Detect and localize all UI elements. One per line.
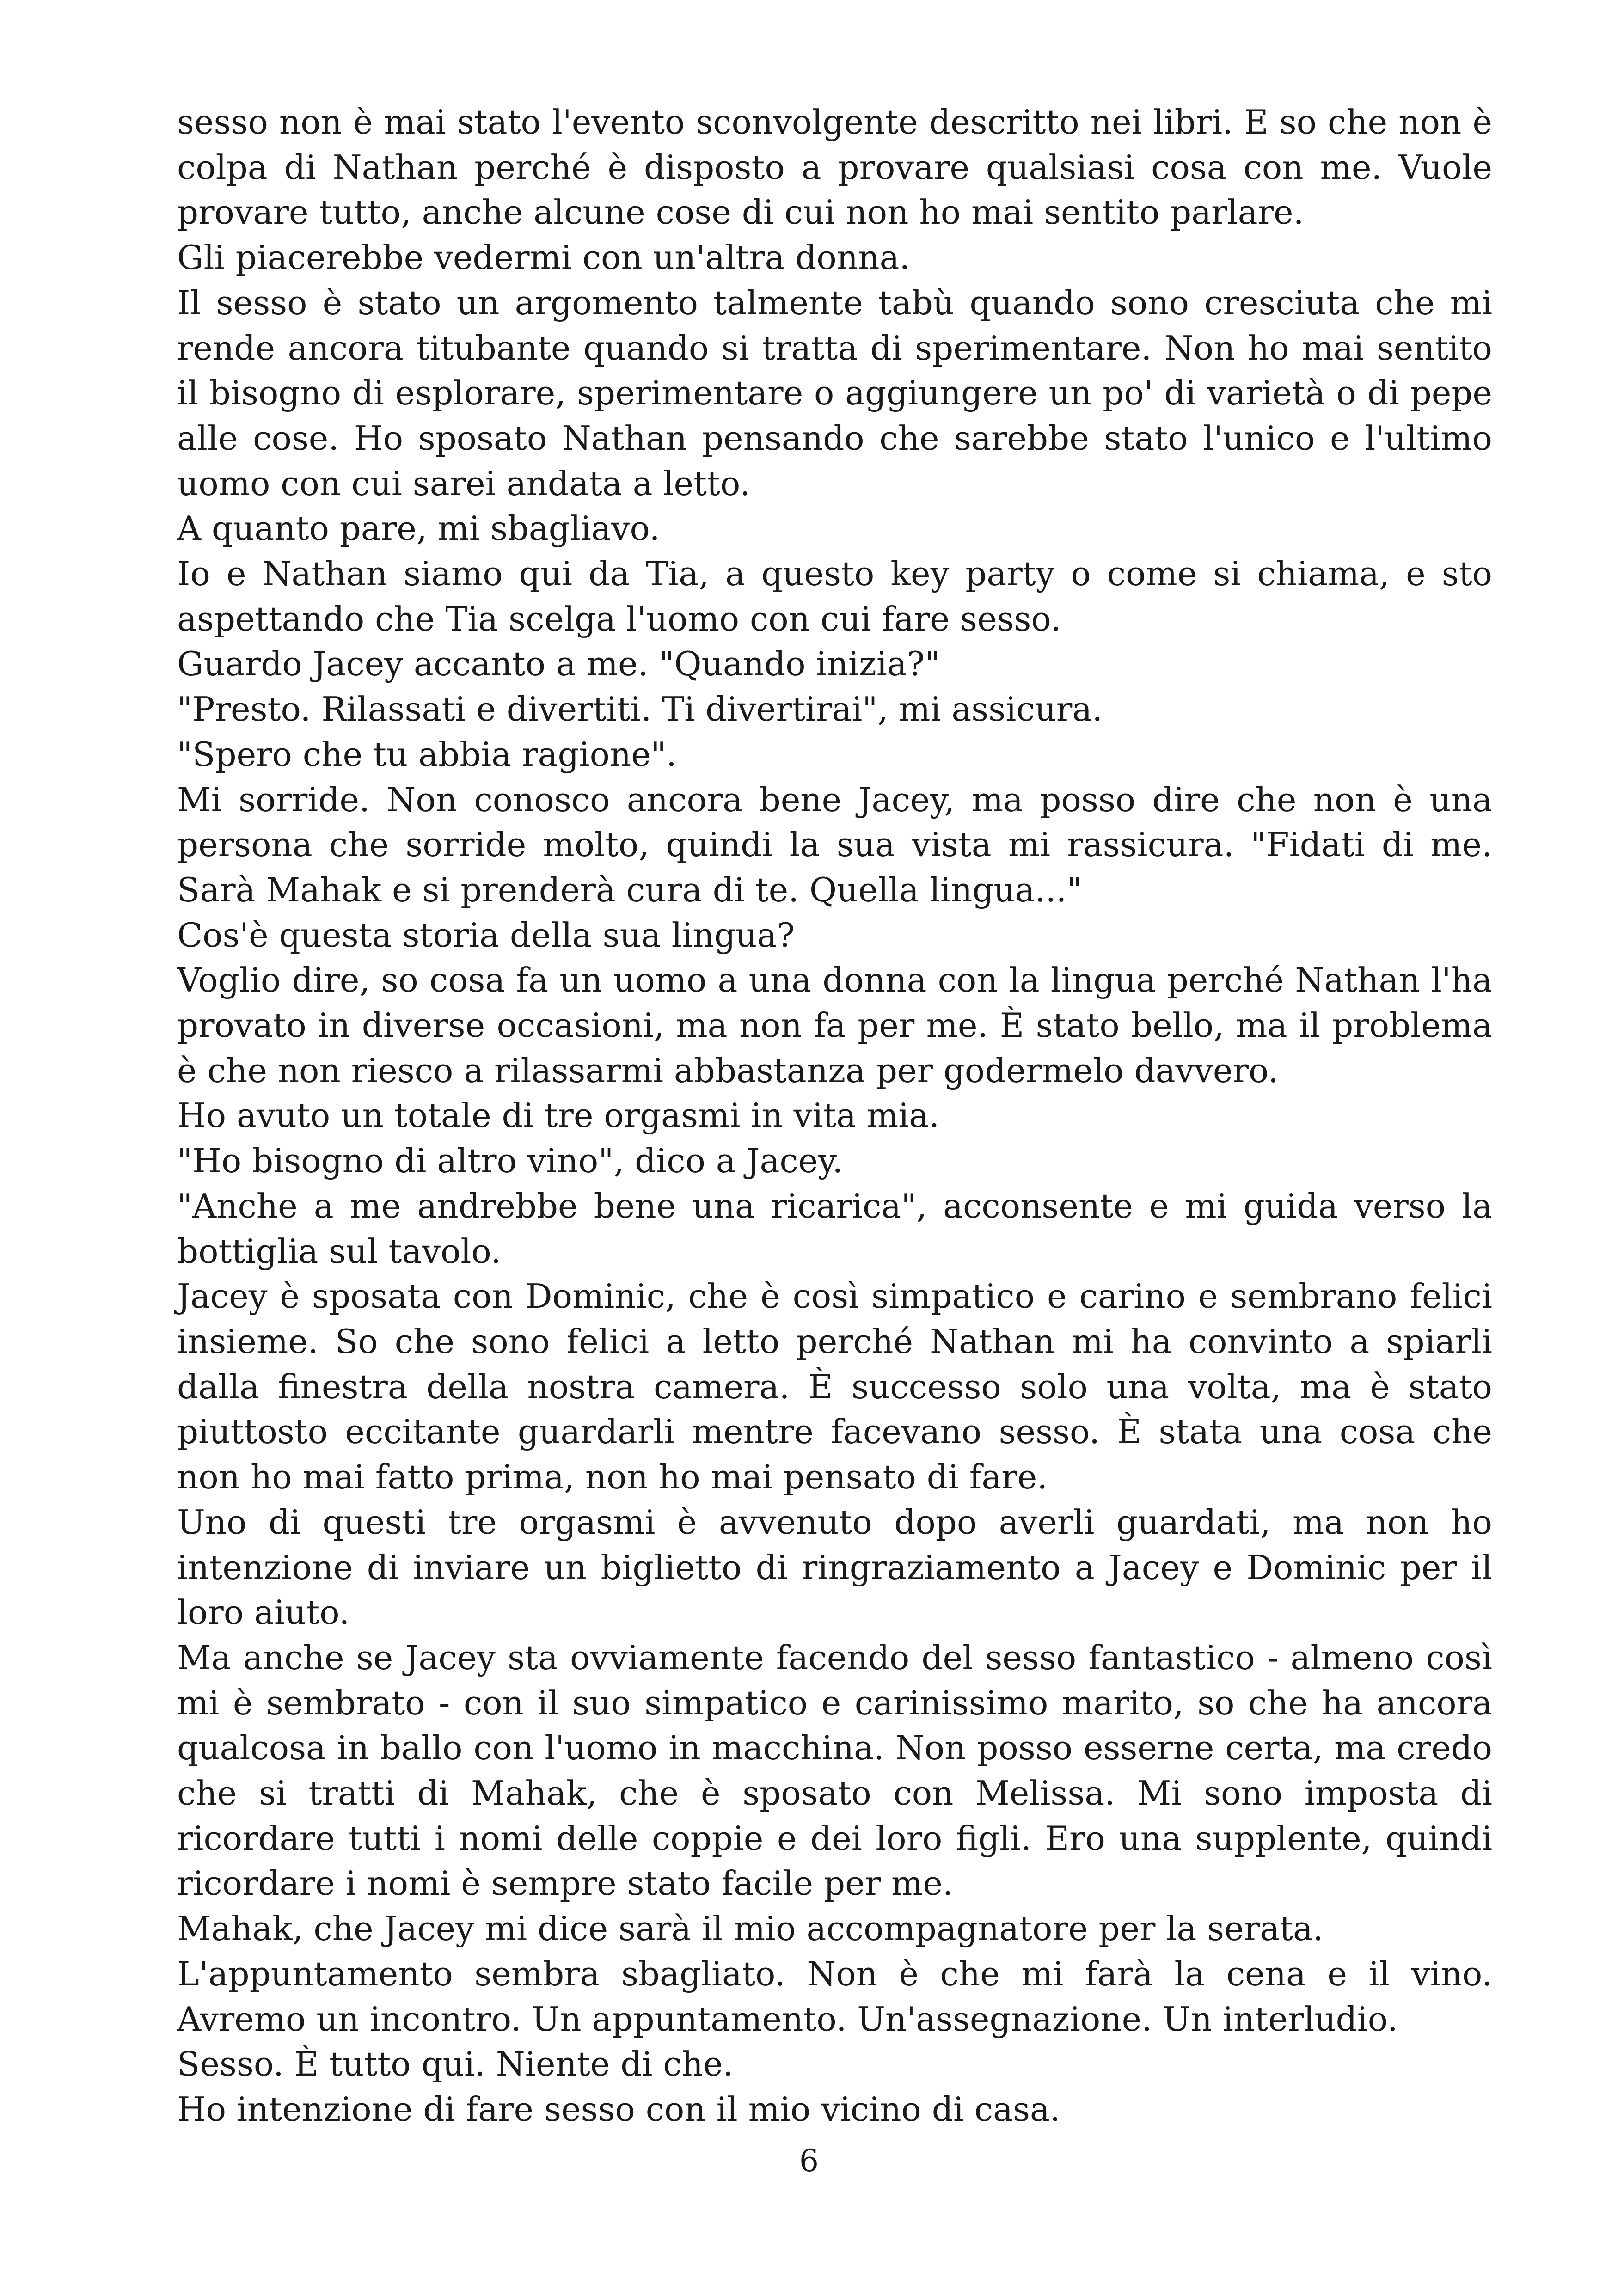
paragraph: "Presto. Rilassati e divertiti. Ti divertirai", mi assicura. <box>177 690 1103 729</box>
paragraph: Uno di questi tre orgasmi è avvenuto dopo averli guardati, ma non ho intenzione di inviare un biglietto di ringraziamento a Jacey e Dominic per il loro aiuto. <box>177 1502 1492 1632</box>
paragraph: L'appuntamento sembra sbagliato. Non è che mi farà la cena e il vino. Avremo un incontro. Un appuntamento. Un'assegnazione. Un interludio. <box>177 1954 1492 2039</box>
paragraph: Ma anche se Jacey sta ovviamente facendo del sesso fantastico - almeno così mi è sembrato - con il suo simpatico e carinissimo marito, so che ha ancora qualcosa in ballo con l'uomo in macchina. Non posso esserne certa, ma credo che si tratti di Mahak, che è sposato con Melissa. Mi sono imposta di ricordare tutti i nomi delle coppie e dei loro figli. Ero una supplente, quindi ricordare i nomi è sempre stato facile per me. <box>177 1638 1492 1903</box>
paragraph: Cos'è questa storia della sua lingua? <box>177 915 795 955</box>
paragraph: Mi sorride. Non conosco ancora bene Jacey, ma posso dire che non è una persona che sorride molto, quindi la sua vista mi rassicura. "Fidati di me. Sarà Mahak e si prenderà cura di te. Quella lingua..." <box>177 780 1492 909</box>
paragraph: Gli piacerebbe vedermi con un'altra donna. <box>177 238 910 277</box>
paragraph: "Anche a me andrebbe bene una ricarica", acconsente e mi guida verso la bottiglia sul tavolo. <box>177 1186 1492 1271</box>
paragraph: Guardo Jacey accanto a me. "Quando inizia?" <box>177 644 940 684</box>
paragraph: Ho intenzione di fare sesso con il mio vicino di casa. <box>177 2089 1060 2129</box>
paragraph: A quanto pare, mi sbagliavo. <box>177 509 660 548</box>
paragraph: Io e Nathan siamo qui da Tia, a questo key party o come si chiama, e sto aspettando che Tia scelga l'uomo con cui fare sesso. <box>177 554 1492 638</box>
paragraph: Jacey è sposata con Dominic, che è così simpatico e carino e sembrano felici insieme. So che sono felici a letto perché Nathan mi ha convinto a spiarli dalla finestra della nostra camera. È successo solo una volta, ma è stato piuttosto eccitante guardarli mentre facevano sesso. È stata una cosa che non ho mai fatto prima, non ho mai pensato di fare. <box>177 1277 1492 1497</box>
paragraph: "Ho bisogno di altro vino", dico a Jacey. <box>177 1141 843 1181</box>
page-number: 6 <box>799 2143 819 2179</box>
body-text <box>177 100 1492 2132</box>
paragraph: Ho avuto un totale di tre orgasmi in vita mia. <box>177 1096 940 1135</box>
paragraph: Sesso. È tutto qui. Niente di che. <box>177 2045 734 2084</box>
paragraph: Mahak, che Jacey mi dice sarà il mio accompagnatore per la serata. <box>177 1909 1324 1948</box>
paragraph: Voglio dire, so cosa fa un uomo a una donna con la lingua perché Nathan l'ha provato in diverse occasioni, ma non fa per me. È stato bello, ma il problema è che non riesco a rilassarmi abbastanza per godermelo davvero. <box>177 961 1492 1090</box>
paragraph: sesso non è mai stato l'evento sconvolgente descritto nei libri. E so che non è colpa di Nathan perché è disposto a provare qualsiasi cosa con me. Vuole provare tutto, anche alcune cose di cui non ho mai sentito parlare. <box>177 103 1492 232</box>
paragraph: "Spero che tu abbia ragione". <box>177 735 677 774</box>
paragraph: Il sesso è stato un argomento talmente tabù quando sono cresciuta che mi rende ancora titubante quando si tratta di sperimentare. Non ho mai sentito il bisogno di esplorare, sperimentare o aggiungere un po' di varietà o di pepe alle cose. Ho sposato Nathan pensando che sarebbe stato l'unico e l'ultimo uomo con cui sarei andata a letto. <box>177 283 1492 503</box>
